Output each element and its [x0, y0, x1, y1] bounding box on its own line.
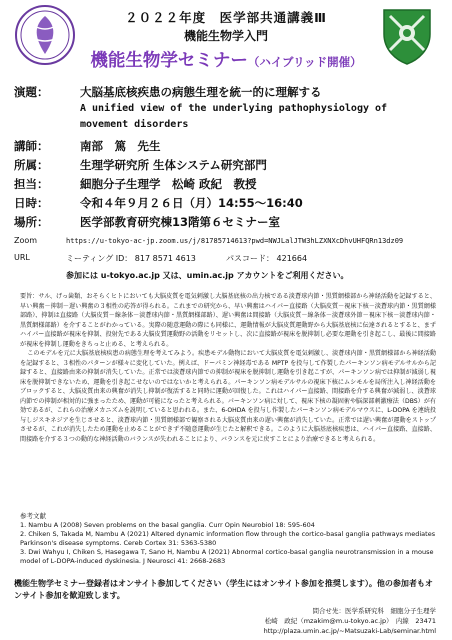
references-heading: 参考文献 [20, 512, 46, 520]
place-label: 場所： [14, 215, 49, 229]
topic-label: 演題： [14, 85, 49, 99]
abstract [20, 292, 436, 444]
zoom-label: Zoom [14, 236, 38, 245]
references [20, 512, 440, 566]
date-time: 令和４年９月２６日（月）14:55～16:40 [80, 196, 303, 210]
reference-item: 1. Nambu A (2008) Seven problems on the basal ganglia. Curr Opin Neurobiol 18: 595-604 [20, 521, 315, 529]
date-label: 日時： [14, 196, 49, 210]
reference-item: 3. Dwi Wahyu I, Chiken S, Hasegawa T, Sano H, Nambu A (2021) Abnormal cortico-basal ganglia neurotransmission in a mouse model of L-DOPA-induced dyskinesia. J Neurosci 41: 2668-2683 [20, 548, 434, 565]
seminar-mode: （ハイブリッド開催） [247, 55, 362, 69]
contact-line2: 松崎 政紀（mzakim@m.u-tokyo.ac.jp） 内線 23471 [264, 617, 436, 625]
account-note: 参加には u-tokyo.ac.jp 又は、umin.ac.jp アカウントをご利用ください。 [66, 271, 349, 280]
affiliation: 生理学研究所 生体システム研究部門 [80, 158, 267, 172]
seminar-title-text: 機能生物学セミナー [90, 51, 248, 71]
topic-ja: 大脳基底核疾患の病態生理を統一的に理解する [80, 85, 322, 99]
place: 医学部教育研究棟13階第６セミナー室 [80, 215, 281, 229]
contact-line1: 問合せ先：医学系研究科 細胞分子生理学 [312, 607, 436, 615]
course-name: 機能生物学入門 [183, 29, 268, 43]
topic-en-line2: movement disorders [80, 119, 189, 130]
attendance-notice: 機能生物学セミナー登録者はオンサイト参加してください（学生にはオンサイト参加を推奨します）。他の参加者もオンサイト参加を歓迎致します。 [14, 579, 433, 600]
host: 細胞分子生理学 松崎 政紀 教授 [80, 177, 257, 191]
abstract-paragraph-2: このモデルを元に大脳基底核疾患の病態生理を考えてみよう。疾患モデル動物において大脳皮質を電気刺激し、淡蒼球内節・黒質網様部から神経活動を記録すると、３相性のパターンが様々に変化していた。例えば、ドーパミン神経毒である MPTP を投与して作製したパーキンソン病モデルサルから記録すると、直接路由来の抑制が消失していた。正常では淡蒼球内節での抑制が視床を脱抑制し運動を引き起こすが、パーキンソン病では抑制が減弱し視床を脱抑制できないため、運動を引き起こせないのではないかと考えられる。パーキンソン病モデルサルの視床下核にムシモルを局所注入し神経活動をブロックすると、大脳皮質由来の興奮が消失し抑制が復活すると同時に運動が回復した。これはハイパー直接路、間接路を介する興奮が減弱し、淡蒼球内節での抑制が相対的に強まったため、運動が可能になったと考えられる。パーキンソン病に対して、視床下核の凝固術や脳深部刺激療法（DBS）が有効であるが、これらの治療メカニズムを説明していると思われる。また、6-OHDA を投与し作製したパーキンソン病モデルマウスに、L-DOPA を連続投与しジスキネジアを生じさせると、淡蒼球内節・黒質網様部で観察される大脳皮質由来の遅い興奮が消失していた。正常では遅い興奮が運動をストップさせるが、これが消失したため運動を止めることができず不随意運動が生じたと解釈できる。このように大脳基底核疾患は、ハイパー直接路、直接路、間接路を介する３つの動的な神経活動のバランスが失われることにより、バランスを元に戻すことにより治療できると考えられる。 [20, 350, 436, 443]
speaker-label: 講師： [14, 139, 49, 153]
speaker-name: 南部 篤 先生 [80, 139, 161, 153]
reference-item: 2. Chiken S, Takada M, Nambu A (2021) Altered dynamic information flow through the cortico-basal ganglia pathways mediates Parkinson's disease symptoms. Cereb Cortex 31: 5363-5380 [20, 530, 436, 547]
course-year-line: ２０２２年度 医学部共通講義Ⅲ [125, 10, 327, 25]
passcode: パスコード： 421664 [226, 254, 308, 263]
contact-url[interactable]: http://plaza.umin.ac.jp/~Matsuzaki-Lab/seminar.html [263, 627, 436, 635]
seminar-title [0, 47, 452, 72]
zoom-link[interactable]: https://u-tokyo-ac-jp.zoom.us/j/81785714613?pwd=NWJLalJTW3hLZXNXcDhvUHFQRn13dz09 [66, 237, 404, 245]
url-label: URL [14, 253, 30, 262]
affiliation-label: 所属： [14, 158, 49, 172]
abstract-paragraph-1: 要旨：サル、げっ歯類、おそらくヒトにおいても大脳皮質を電気刺激し大脳基底核の出力核である淡蒼球内節・黒質網様部から神経活動を記録すると、早い興奮－抑制－遅い興奮の３相性の応答が得られる。これまでの研究から、早い興奮はハイパー直接路（大脳皮質－視床下核－淡蒼球内節・黒質網様部路）、抑制は直接路（大脳皮質－線条体－淡蒼球内節・黒質網様部路）、遅い興奮は間接路（大脳皮質－線条体－淡蒼球外節－視床下核－淡蒼球内節・黒質網様部路）を介することがわかっている。実際の随意運動の際にも同様に、運動情報が大脳皮質運動野から大脳基底核に伝達されるとすると、まずハイパー直接路が視床を抑制、投射先である大脳皮質運動野の活動をリセットし、次に直接路が視床を脱抑制し必要な運動を引き起こし、最後に間接路が視床を抑制し運動をきちっと止める、と考えられる。 [20, 293, 436, 348]
host-label: 担当： [14, 177, 49, 191]
topic-en-line1: A unified view of the underlying pathophysiology of [80, 103, 388, 114]
meeting-id: ミーティング ID： 817 8571 4613 [66, 254, 196, 263]
